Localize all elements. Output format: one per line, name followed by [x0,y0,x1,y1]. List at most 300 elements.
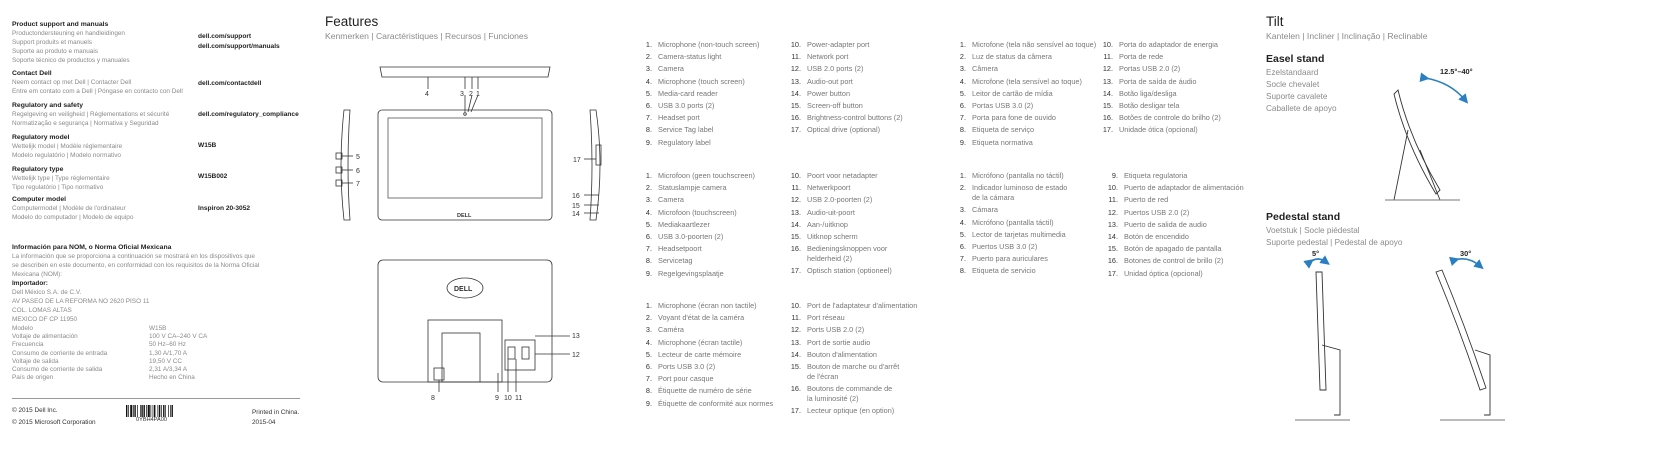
feature-number: 11. [1103,52,1113,62]
barcode-bar [126,405,127,417]
nom-line: se describen en este documento, en conformidad con los requisitos de la Norma Oficial [12,262,260,269]
left-side-outline [341,110,350,220]
support-section [12,195,197,222]
pedestal-left-monitor [1316,272,1326,390]
easel-angle: 12.5°–40° [1440,67,1473,76]
feature-label: Microfone (tela sensível ao toque) [972,76,1082,86]
barcode-bar [165,405,166,417]
section-title: Product support and manuals [12,21,109,28]
section-title: Contact Dell [12,70,52,77]
feature-label: Porta do adaptador de energia [1119,40,1218,49]
feature-label: Port réseau [807,313,845,323]
feature-number: 7. [959,113,966,123]
feature-label: Audio-uit-poort [807,207,855,217]
callout-17: 17 [573,157,581,164]
feature-label: Etiqueta de serviço [972,125,1035,135]
spec-label: País de origen [12,374,54,382]
feature-label: Cámara [972,205,998,215]
feature-label: Lecteur de carte mémoire [658,349,742,359]
easel-title: Easel stand [1266,53,1325,65]
feature-label: Micrófono (pantalla no táctil) [972,171,1064,180]
feature-number: 6. [645,101,652,110]
feature-number: 8. [645,125,652,135]
feature-number: 2. [645,52,652,62]
feature-number: 10. [790,301,801,310]
callout-7: 7 [356,181,360,188]
support-section [12,20,197,65]
barcode-text: 0YBH4PA00 [136,417,167,423]
feature-label-cont: helderheid (2) [807,254,853,264]
section-line: Regelgeving en veiligheid | Réglementations et sécurité [12,111,170,118]
feature-number: 9. [645,268,652,278]
feature-number: 7. [645,374,652,384]
feature-label: Caméra [658,325,684,335]
easel-line: Socle chevalet [1266,80,1320,89]
barcode-bar [154,405,155,417]
feature-label: Power button [807,88,850,98]
barcode-bar [151,405,152,417]
feature-label: Ports USB 3.0 (2) [658,362,716,371]
feature-label: Puerto para auriculares [972,254,1048,264]
feature-label: Botón de encendido [1124,232,1189,241]
feature-number: 11. [791,52,801,62]
feature-label: Regulatory label [658,137,711,147]
feature-number: 15. [1107,244,1118,254]
top-view-outline [380,67,550,77]
feature-label-cont: de la cámara [972,193,1015,203]
feature-number: 2. [645,313,652,323]
section-line: Neem contact op met Dell | Contacter Dell [12,79,132,86]
feature-label: Indicador luminoso de estado [972,183,1068,193]
feature-number: 9. [1111,171,1118,180]
feature-label: Poort voor netadapter [807,171,878,180]
barcode [126,404,188,416]
nom-line: La información que se proporciona a continuación se mostrará en los dispositivos que [12,253,255,260]
feature-label: USB 2.0-poorten (2) [807,195,873,205]
feature-number: 1. [959,171,966,180]
easel-line: Caballete de apoyo [1266,104,1337,113]
pedestal-left-arrow [1310,259,1326,262]
feature-label: Porta de saída de áudio [1119,76,1197,86]
callout-11: 11 [515,395,523,402]
feature-number: 4. [645,76,652,86]
support-section [12,165,197,192]
importer-line: COL. LOMAS ALTAS [12,307,72,314]
pedestal-title: Pedestal stand [1266,211,1341,223]
importer-line: Dell México S.A. de C.V. [12,289,82,296]
section-line: Support produits et manuels [12,39,92,46]
feature-label: Microphone (touch screen) [658,76,745,86]
feature-number: 13. [790,207,801,217]
section-line: Modelo do computador | Modelo de equipo [12,214,134,221]
section-line: Productondersteuning en handleidingen [12,30,125,37]
pedestal-line: Voetstuk | Socle piédestal [1266,226,1360,235]
feature-label: Puertos USB 3.0 (2) [972,242,1038,251]
feature-label: USB 3.0 ports (2) [658,101,715,110]
feature-label: Bouton d'alimentation [807,349,877,359]
feature-number: 4. [645,337,652,347]
features-title: Features [325,14,379,29]
section-title: Computer model [12,196,67,203]
feature-number: 15. [790,101,801,110]
feature-label: Microfone (tela não sensível ao toque) [972,40,1097,49]
section-value: W15B002 [198,173,228,180]
print-date: 2015-04 [252,419,276,426]
printed-in: Printed in China. [252,409,300,416]
back-logo: DELL [454,286,473,293]
feature-number: 16. [790,244,801,254]
feature-number: 5. [645,88,652,98]
feature-number: 1. [645,301,652,310]
feature-number: 12. [1107,207,1118,217]
pedestal-angle-left: 5° [1312,249,1320,258]
feature-number: 1. [645,40,652,49]
feature-number: 15. [790,362,801,371]
feature-label: Microfoon (geen touchscreen) [658,171,755,180]
barcode-bar [133,405,134,417]
feature-label: Botão liga/desliga [1119,88,1177,98]
section-value: W15B [198,142,217,149]
feature-label: Brightness-control buttons (2) [807,113,903,123]
feature-number: 16. [790,113,801,123]
feature-label: Bouton de marche ou d'arrêt [807,362,900,371]
easel-line: Suporte cavalete [1266,92,1328,101]
feature-number: 16. [1102,113,1113,123]
feature-label: Network port [807,52,849,62]
feature-number: 15. [1102,101,1113,110]
feature-number: 16. [1107,256,1118,266]
support-section [12,133,197,160]
feature-label: Camera-status light [658,52,722,62]
importer-title: Importador: [12,280,48,287]
feature-number: 8. [645,386,652,396]
feature-label: Botones de control de brillo (2) [1124,256,1224,266]
feature-number: 2. [959,183,966,193]
feature-label: Uitknop scherm [807,232,858,241]
barcode-bar [137,405,138,417]
feature-label: Netwerkpoort [807,183,851,193]
section-title: Regulatory type [12,166,64,173]
feature-label: Mediakaartlezer [658,219,710,229]
copyright-dell: © 2015 Dell Inc. [12,407,58,414]
feature-number: 4. [959,217,966,227]
feature-number: 3. [645,325,652,335]
feature-number: 13. [1107,219,1118,229]
spec-row [12,333,302,341]
feature-number: 13. [1102,76,1113,86]
feature-number: 6. [959,242,966,251]
feature-number: 16. [790,384,801,394]
feature-number: 11. [791,313,801,323]
tilt-diagram [1290,60,1510,440]
feature-number: 8. [959,125,966,135]
section-line: Soporte técnico de productos y manuales [12,57,130,64]
spec-value: 19,50 V CC [149,357,183,365]
feature-number: 9. [959,137,966,147]
barcode-bar [134,405,135,417]
feature-label: Botón de apagado de pantalla [1124,244,1222,254]
feature-number: 5. [959,229,966,239]
section-title: Regulatory model [12,134,70,141]
section-line: Entre em contato com a Dell | Póngase en contacto con Dell [12,88,183,95]
section-line: Tipo regulatório | Tipo normativo [12,184,104,191]
feature-label: Service Tag label [658,125,714,135]
feature-number: 3. [645,64,652,74]
copyright-microsoft: © 2015 Microsoft Corporation [12,419,96,426]
feature-label: Botão desligar tela [1119,101,1180,110]
barcode-bar [170,405,171,417]
feature-label: Boutons de commande de [807,384,893,394]
callout-3: 3 [460,91,464,98]
feature-number: 8. [959,266,966,276]
feature-number: 4. [959,76,966,86]
feature-label: Câmera [972,64,998,74]
feature-label: Lector de tarjetas multimedia [972,229,1066,239]
spec-label: Modelo [12,325,33,332]
pedestal-line: Suporte pedestal | Pedestal de apoyo [1266,238,1403,247]
feature-number: 2. [645,183,652,193]
feature-label: Headset port [658,113,700,123]
callout-5: 5 [356,154,360,161]
feature-label: Micrófono (pantalla táctil) [972,217,1054,227]
feature-number: 9. [645,398,652,408]
features-diagram [320,55,620,405]
feature-number: 7. [645,113,652,123]
nom-line: Mexicana (NOM): [12,271,63,278]
feature-label: Camera [658,195,684,205]
feature-number: 8. [645,256,652,266]
feature-label: Luz de status da câmera [972,52,1052,62]
feature-number: 14. [790,219,801,229]
pedestal-right-monitor [1436,270,1486,390]
spec-row [12,366,302,374]
feature-number: 12. [790,195,801,205]
feature-label: Etiqueta normativa [972,137,1033,147]
spec-label: Consumo de corriente de entrada [12,349,108,357]
feature-label: USB 2.0 ports (2) [807,64,864,74]
feature-label: Media-card reader [658,88,718,98]
spec-value: 1,30 A/1,70 A [149,349,188,357]
feature-number: 6. [959,101,966,110]
barcode-bar [130,405,132,417]
callout-12: 12 [572,352,580,359]
barcode-bar [158,405,159,417]
tilt-title: Tilt [1266,14,1284,29]
barcode-bar [128,405,129,417]
feature-label: Puerto de red [1124,195,1169,205]
feature-label: Microphone (écran tactile) [658,337,743,347]
feature-number: 17. [790,406,801,416]
feature-label: Statuslampje camera [658,183,727,193]
feature-number: 14. [1102,88,1113,98]
feature-number: 5. [645,349,652,359]
feature-number: 10. [1107,183,1118,193]
pedestal-right-arrow [1455,259,1480,266]
spec-row [12,374,302,382]
section-value: dell.com/contactdell [198,80,262,87]
support-section [12,101,197,128]
feature-label: Audio-out port [807,76,853,86]
feature-number: 10. [1102,40,1113,49]
feature-number: 14. [790,349,801,359]
feature-number: 5. [645,219,652,229]
feature-label: Screen-off button [807,101,863,110]
feature-number: 9. [645,137,652,147]
feature-number: 14. [1107,232,1118,241]
barcode-bar [141,405,142,417]
feature-number: 10. [790,40,801,49]
spec-label: Frecuencia [12,341,44,349]
feature-number: 7. [959,254,966,264]
pedestal-angle-right: 30° [1460,249,1472,258]
feature-label: Lecteur optique (en option) [807,406,895,416]
section-line: Normatização e segurança | Normativa y Seguridad [12,120,159,127]
callout-4: 4 [425,91,429,98]
feature-number: 15. [790,232,801,241]
support-section [12,69,197,96]
easel-arrow [1425,78,1465,100]
callout-8: 8 [431,395,435,402]
section-line: Modelo regulatório | Modelo normativo [12,152,121,159]
feature-number: 13. [790,337,801,347]
callout-10: 10 [504,395,512,402]
feature-number: 10. [790,171,801,180]
feature-label: Puerto de salida de audio [1124,219,1207,229]
feature-label: Portas USB 3.0 (2) [972,101,1034,110]
feature-number: 17. [790,266,801,276]
feature-number: 12. [790,64,801,74]
spec-label: Voltaje de salida [12,357,59,365]
feature-label: Microphone (non-touch screen) [658,40,760,49]
feature-label: Puerto de adaptador de alimentación [1124,183,1244,193]
tilt-subtitle: Kantelen | Incliner | Inclinação | Reclinable [1266,31,1428,41]
feature-label: Étiquette de conformité aux normes [658,398,774,408]
feature-label: Regelgevingsplaatje [658,268,724,278]
feature-number: 11. [791,183,801,193]
feature-number: 14. [790,88,801,98]
importer-line: MEXICO DF CP 11950 [12,316,78,323]
feature-label: Microphone (écran non tactile) [658,301,757,310]
barcode-bar [140,405,141,417]
spec-value: 50 Hz–60 Hz [149,341,186,349]
feature-number: 17. [1102,125,1113,135]
spec-label: Consumo de corriente de salida [12,365,103,373]
feature-label: Bedieningsknoppen voor [807,244,888,254]
barcode-bar [159,405,160,417]
callout-14: 14 [572,211,580,218]
section-title: Regulatory and safety [12,102,84,109]
barcode-bar [146,405,147,417]
feature-label: Etiqueta de servicio [972,266,1036,276]
spec-value: Hecho en China [149,374,195,382]
barcode-bar [153,405,154,417]
section-value: dell.com/regulatory_compliance [198,111,299,118]
feature-number: 13. [790,76,801,86]
feature-label: Puertos USB 2.0 (2) [1124,207,1190,217]
feature-label-cont: la luminosité (2) [807,394,859,404]
spec-row [12,325,302,333]
barcode-bar [161,405,162,417]
feature-label: Microfoon (touchscreen) [658,207,737,217]
section-line: Wettelijk model | Modèle réglementaire [12,143,123,150]
feature-label: Étiquette de numéro de série [658,386,752,396]
spec-value: W15B [149,325,167,332]
feature-number: 12. [790,325,801,335]
feature-number: 4. [645,207,652,217]
callout-9: 9 [495,395,499,402]
feature-label: Ports USB 2.0 (2) [807,325,865,335]
callout-15: 15 [572,203,580,210]
feature-label: Porta para fone de ouvido [972,113,1056,123]
barcode-bar [148,405,150,417]
callout-16: 16 [572,193,580,200]
feature-label: Headsetpoort [658,244,702,254]
footer-rule [12,398,300,399]
feature-label: Unidad óptica (opcional) [1124,268,1203,278]
section-line: Wettelijk type | Type réglementaire [12,175,110,182]
section-line: Computermodel | Modèle de l'ordinateur [12,205,126,212]
barcode-bar [163,405,164,417]
feature-label: Optical drive (optional) [807,125,881,135]
section-value: dell.com/support [198,33,252,40]
barcode-bar [168,405,169,417]
feature-number: 12. [1102,64,1113,74]
feature-label: Unidade ótica (opcional) [1119,125,1198,135]
callout-1: 1 [476,91,480,98]
features-subtitle: Kenmerken | Caractéristiques | Recursos | Funciones [325,31,529,41]
callout-2: 2 [469,91,473,98]
easel-line: Ezelstandaard [1266,68,1319,77]
feature-label: Leitor de cartão de mídia [972,88,1053,98]
importer-line: AV PASEO DE LA REFORMA NO 2620 PISO 11 [12,298,150,305]
spec-row [12,350,302,358]
section-line: Suporte ao produto e manuais [12,48,98,55]
feature-label-cont: de l'écran [807,372,839,381]
feature-label: Port de sortie audio [807,337,871,347]
feature-number: 6. [645,362,652,371]
feature-label: Aan-/uitknop [807,219,848,229]
spec-value: 2,31 A/3,34 A [149,365,188,373]
spec-row [12,341,302,349]
feature-label: Servicetag [658,256,693,266]
feature-number: 17. [1107,268,1118,278]
callout-13: 13 [572,333,580,340]
feature-number: 3. [959,205,966,215]
feature-label: Port pour casque [658,374,714,384]
feature-number: 2. [959,52,966,62]
easel-monitor [1394,90,1440,194]
feature-number: 3. [645,195,652,205]
barcode-bar [172,405,173,417]
feature-number: 3. [959,64,966,74]
nom-title: Información para NOM, o Norma Oficial Mexicana [12,244,172,251]
feature-number: 1. [959,40,966,49]
feature-label: Portas USB 2.0 (2) [1119,64,1181,74]
section-value: Inspiron 20-3052 [198,205,251,212]
feature-label: Botões de controle do brilho (2) [1119,113,1221,123]
feature-number: 11. [1108,195,1118,205]
feature-number: 17. [790,125,801,135]
section-value: dell.com/support/manuals [198,43,280,50]
callout-6: 6 [356,168,360,175]
spec-label: Voltaje de alimentación [12,333,78,341]
front-logo: DELL [457,213,472,219]
feature-label: Porta de rede [1119,52,1164,62]
feature-number: 1. [645,171,652,180]
feature-label: Optisch station (optioneel) [807,266,892,276]
feature-number: 7. [645,244,652,254]
feature-label: USB 3.0-poorten (2) [658,232,724,241]
